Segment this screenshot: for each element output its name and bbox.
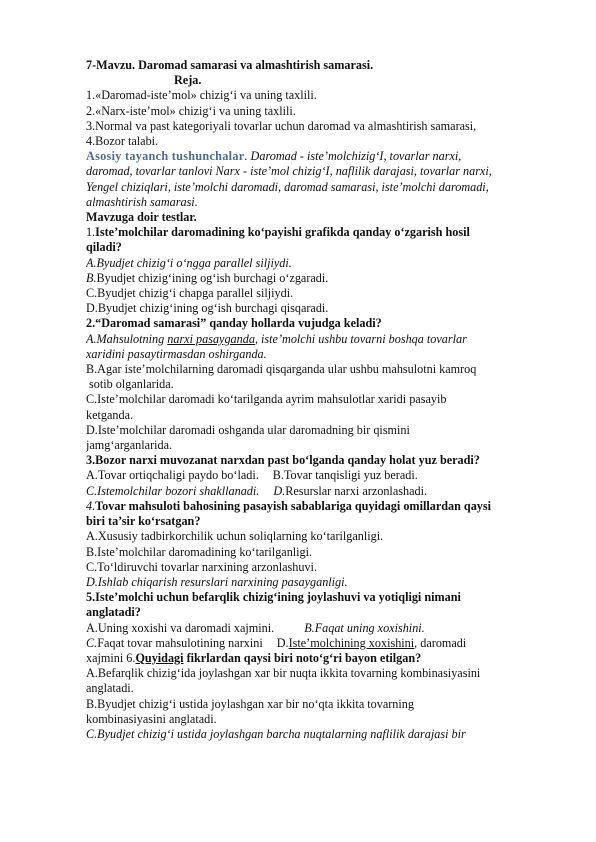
answer-option: B.Iste’molchilar daromadining ko‘tarilganligi. — [86, 544, 313, 559]
question-number: 4. — [86, 498, 96, 513]
option-underlined-text: Iste’molchining xoxishini — [288, 635, 415, 650]
question-text: Tovar mahsuloti bahosining pasayish sabablariga quyidagi omillardan qaysi — [95, 498, 492, 513]
document-page — [86, 58, 530, 742]
key-concepts-text: almashtirish samarasi. — [86, 194, 198, 209]
question-text: qiladi? — [86, 240, 122, 255]
topic-title: 7-Mavzu. Daromad samarasi va almashtirish samarasi. — [86, 58, 374, 72]
answer-option-cont: anglatadi. — [86, 681, 134, 696]
question-4-title — [86, 499, 530, 514]
answer-options-row — [86, 621, 530, 636]
option-text: Resurslar narxi arzonlashadi. — [285, 483, 428, 498]
option-underlined-text: narxi pasayganda — [167, 331, 255, 346]
key-concepts-line — [86, 149, 530, 164]
answer-option: D.Byudjet chizig‘ining og‘ish burchagi qisqaradi. — [86, 301, 329, 316]
question-text: anglatadi? — [86, 605, 141, 620]
option-letter: D. — [273, 483, 286, 498]
plan-heading: Reja. — [174, 73, 202, 88]
option-text: , daromadi — [414, 635, 467, 650]
key-concepts-text: . Daromad - iste’molchizig‘I, tovarlar narxi, — [244, 149, 462, 164]
question-2-title: 2.“Daromad samarasi” qanday hollarda vujudga keladi? — [86, 316, 382, 331]
answer-option: B.Faqat uning xoxishini. — [304, 620, 425, 635]
answer-option-cont: kombinasiyasini anglatadi. — [86, 711, 217, 726]
answer-option: D.Iste’molchilar daromadi oshganda ular daromadning bir qismini — [86, 422, 410, 437]
answer-options-row — [86, 484, 530, 499]
answer-option: D.Ishlab chiqarish resurslari narxining pasayganligi. — [86, 574, 348, 589]
answer-option — [86, 332, 530, 347]
plan-item: 1.«Daromad-iste’mol» chizig‘i va uning taxlili. — [86, 88, 317, 103]
plan-item: 4.Bozor talabi. — [86, 134, 159, 149]
answer-option: B.Tovar tanqisligi yuz beradi. — [272, 468, 418, 483]
answer-option-cont: jamg‘arganlarida. — [86, 438, 173, 453]
option-letter: C. — [86, 635, 98, 650]
answer-option-cont: sotib olganlarida. — [86, 377, 174, 392]
answer-option-cont: xaridini pasaytirmasdan oshirganda. — [86, 346, 267, 361]
answer-option — [86, 271, 530, 286]
answer-option: C.Byudjet chizig‘i ustida joylashgan barcha nuqtalarning naflilik darajasi bir — [86, 726, 466, 741]
key-concepts-text: daromad, tovarlar tanlovi Narx - iste’mol chizig‘I, naflilik darajasi, tovarlar narxi, — [86, 164, 492, 179]
question-text-underlined: Quyidagi — [135, 650, 184, 665]
option-text: Faqat tovar mahsulotining narxini — [97, 635, 263, 650]
question-number: 6. — [123, 650, 136, 665]
answer-options-row — [86, 651, 530, 666]
question-text: fikrlardan qaysi biri noto‘g‘ri bayon etilgan? — [183, 650, 422, 665]
option-letter: B. — [86, 270, 97, 285]
answer-option: C.To‘ldiruvchi tovarlar narxining arzonlashuvi. — [86, 559, 317, 574]
answer-option: A.Tovar ortiqchaligi paydo bo‘ladi. — [86, 468, 259, 483]
option-text: Byudjet chizig‘ining og‘ish burchagi o‘zgaradi. — [96, 270, 329, 285]
answer-option: A.Uning xoxishi va daromadi xajmini. — [86, 620, 275, 635]
answer-option: B.Byudjet chizig‘i ustida joylashgan xar bir no‘qta ikkita tovarning — [86, 696, 414, 711]
answer-option: A.Byudjet chizig‘i o‘ngga parallel siljiydi. — [86, 255, 292, 270]
answer-option-cont: ketganda. — [86, 407, 134, 422]
answer-option: C.Istemolchilar bozori shakllanadi. — [86, 483, 260, 498]
question-3-title: 3.Bozor narxi muvozanat narxdan past bo‘lganda qanday holat yuz beradi? — [86, 453, 480, 468]
answer-option: A.Befarqlik chizig‘ida joylashgan xar bir nuqta ikkita tovarning kombinasiyasini — [86, 666, 481, 681]
question-text: Iste’molchilar daromadining ko‘payishi grafikda qanday o‘zgarish hosil — [95, 225, 470, 240]
answer-option: B.Agar iste’molchilarning daromadi qisqarganda ular ushbu mahsulotni kamroq — [86, 362, 477, 377]
option-text: xajmini — [86, 650, 124, 665]
plan-item: 2.«Narx-iste’mol» chizig‘i va uning taxlili. — [86, 103, 296, 118]
question-number: 1. — [86, 225, 96, 240]
tests-heading: Mavzuga doir testlar. — [86, 210, 197, 225]
answer-option: C.Iste’molchilar daromadi ko‘tarilganda ayrim mahsulotlar xaridi pasayib — [86, 392, 447, 407]
option-text: A.Mahsulotning — [86, 331, 168, 346]
key-concepts-text: Yengel chiziqlari, iste’molchi daromadi, daromad samarasi, iste’molchi daromadi, — [86, 179, 489, 194]
option-text: D. — [276, 635, 289, 650]
answer-options-row — [86, 468, 530, 483]
answer-option: A.Xususiy tadbirkorchilik uchun soliqlarning ko‘tarilganligi. — [86, 529, 384, 544]
question-1-title — [86, 225, 530, 240]
question-5-title: 5.Iste’molchi uchun befarqlik chizig‘ining joylashuvi va yotiqligi nimani — [86, 590, 461, 605]
answer-option: C.Byudjet chizig‘i chapga parallel siljiydi. — [86, 286, 294, 301]
question-text: biri ta’sir ko‘rsatgan? — [86, 514, 201, 529]
plan-item: 3.Normal va past kategoriyali tovarlar uchun daromad va almashtirish samarasi, — [86, 118, 477, 133]
key-concepts-label: Asosiy tayanch tushunchalar — [86, 149, 245, 164]
option-text: , iste’molchi ushbu tovarni boshqa tovarlar — [254, 331, 467, 346]
answer-options-row — [86, 636, 530, 651]
